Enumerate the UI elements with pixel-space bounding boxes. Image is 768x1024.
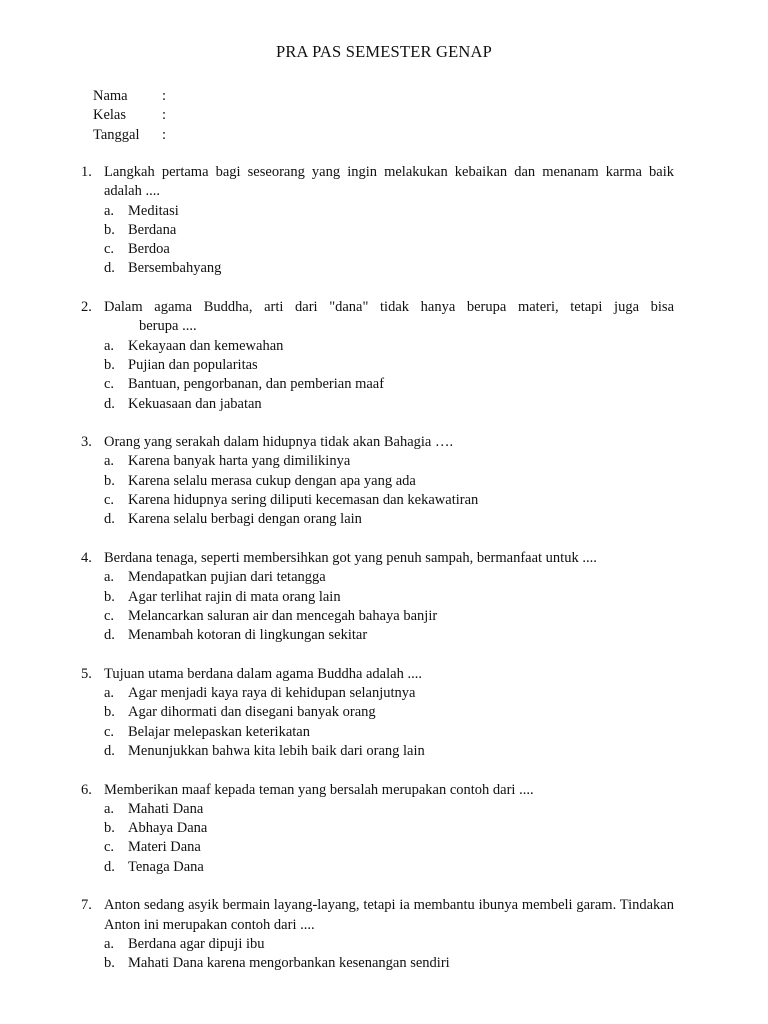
option-letter: d.: [104, 627, 115, 644]
option-b: [81, 356, 674, 375]
option-text: Agar terlihat rajin di mata orang lain: [128, 588, 341, 605]
option-text: Karena selalu merasa cukup dengan apa yang ada: [128, 472, 416, 489]
option-text: Menunjukkan bahwa kita lebih baik dari orang lain: [128, 742, 425, 759]
option-letter: a.: [104, 337, 115, 354]
option-text: Kekuasaan dan jabatan: [128, 395, 262, 412]
option-d: [81, 626, 674, 645]
option-letter: d.: [104, 395, 115, 412]
identity-label: Tanggal: [93, 126, 140, 143]
option-text: Bersembahyang: [128, 260, 222, 277]
option-letter: a.: [104, 569, 115, 586]
option-letter: d.: [104, 742, 115, 759]
option-a: [81, 452, 674, 471]
question-5: [81, 665, 674, 761]
option-text: Belajar melepaskan keterikatan: [128, 723, 310, 740]
option-text: Mahati Dana: [128, 800, 204, 817]
option-d: [81, 259, 674, 278]
question-text: Langkah pertama bagi seseorang yang ingin melakukan kebaikan dan menanam karma baik adalah ....: [104, 164, 674, 200]
option-letter: c.: [104, 376, 115, 393]
option-a: [81, 800, 674, 819]
option-text: Abhaya Dana: [128, 820, 208, 837]
option-b: [81, 703, 674, 722]
option-letter: a.: [104, 453, 115, 470]
identity-colon: :: [162, 88, 167, 104]
question-text: Berdana tenaga, seperti membersihkan got yang penuh sampah, bermanfaat untuk ....: [104, 549, 597, 566]
question-number: 6.: [81, 781, 92, 798]
option-letter: b.: [104, 955, 115, 972]
option-letter: a.: [104, 685, 115, 702]
question-text: Dalam agama Buddha, arti dari "dana" tidak hanya berupa materi, tetapi juga bisa: [104, 299, 674, 316]
identity-colon: :: [162, 126, 167, 143]
question-text: Tujuan utama berdana dalam agama Buddha adalah ....: [104, 665, 422, 682]
option-letter: a.: [104, 202, 115, 219]
option-a: [81, 202, 674, 221]
option-letter: d.: [104, 511, 115, 528]
option-letter: b.: [104, 588, 115, 605]
identity-row-tanggal: [93, 126, 174, 145]
question-text: Anton sedang asyik bermain layang-layang, tetapi ia membantu ibunya membeli garam. Tindakan Anton ini merupakan contoh dari ....: [104, 897, 674, 933]
option-letter: c.: [104, 492, 115, 509]
option-letter: b.: [104, 472, 115, 489]
option-letter: a.: [104, 935, 115, 952]
question-number: 1.: [81, 164, 92, 180]
option-a: [81, 684, 674, 703]
option-c: [81, 491, 674, 510]
student-identity-block: [93, 87, 174, 145]
option-d: [81, 742, 674, 761]
option-text: Bantuan, pengorbanan, dan pemberian maaf: [128, 376, 385, 393]
option-letter: c.: [104, 839, 115, 856]
option-letter: b.: [104, 221, 115, 238]
option-text: Mendapatkan pujian dari tetangga: [128, 569, 326, 586]
identity-label: Kelas: [93, 107, 127, 124]
option-text: Materi Dana: [128, 839, 201, 856]
option-text: Melancarkan saluran air dan mencegah bahaya banjir: [128, 607, 438, 624]
question-number: 5.: [81, 665, 92, 682]
question-text-continuation: berupa ....: [139, 318, 197, 335]
option-text: Agar menjadi kaya raya di kehidupan selanjutnya: [128, 685, 416, 702]
question-7: [81, 896, 674, 973]
identity-label: Nama: [93, 88, 128, 104]
question-text: Memberikan maaf kepada teman yang bersalah merupakan contoh dari ....: [104, 781, 534, 798]
option-text: Karena banyak harta yang dimilikinya: [128, 453, 351, 470]
option-b: [81, 819, 674, 838]
option-b: [81, 472, 674, 491]
option-letter: c.: [104, 723, 115, 740]
option-letter: b.: [104, 356, 115, 373]
option-text: Berdoa: [128, 241, 170, 258]
identity-row-nama: [93, 87, 174, 106]
question-2: [81, 298, 674, 414]
option-b: [81, 588, 674, 607]
option-text: Menambah kotoran di lingkungan sekitar: [128, 627, 368, 644]
option-text: Mahati Dana karena mengorbankan kesenangan sendiri: [128, 955, 450, 972]
question-4: [81, 549, 674, 645]
option-text: Meditasi: [128, 202, 179, 219]
option-letter: c.: [104, 241, 115, 258]
option-text: Pujian dan popularitas: [128, 356, 258, 373]
option-letter: d.: [104, 858, 115, 875]
option-d: [81, 510, 674, 529]
option-text: Agar dihormati dan disegani banyak orang: [128, 704, 376, 721]
question-number: 2.: [81, 299, 92, 316]
option-c: [81, 838, 674, 857]
question-6: [81, 781, 674, 877]
question-number: 7.: [81, 897, 92, 914]
option-text: Karena hidupnya sering diliputi kecemasan dan kekawatiran: [128, 492, 479, 509]
option-c: [81, 723, 674, 742]
question-number: 3.: [81, 434, 92, 451]
option-b: [81, 221, 674, 240]
option-d: [81, 858, 674, 877]
option-text: Kekayaan dan kemewahan: [128, 337, 284, 354]
option-letter: b.: [104, 704, 115, 721]
option-c: [81, 607, 674, 626]
question-list: [81, 163, 674, 993]
option-a: [81, 568, 674, 587]
option-letter: a.: [104, 800, 115, 817]
page-title: PRA PAS SEMESTER GENAP: [275, 42, 493, 61]
option-b: [81, 954, 674, 973]
question-3: [81, 433, 674, 529]
option-c: [81, 375, 674, 394]
question-text: Orang yang serakah dalam hidupnya tidak akan Bahagia ….: [104, 434, 454, 451]
option-d: [81, 395, 674, 414]
question-1: [81, 163, 674, 279]
question-number: 4.: [81, 549, 92, 566]
identity-row-kelas: [93, 106, 174, 125]
option-letter: b.: [104, 820, 115, 837]
option-a: [81, 337, 674, 356]
option-letter: d.: [104, 260, 115, 277]
option-letter: c.: [104, 607, 115, 624]
option-text: Berdana agar dipuji ibu: [128, 935, 265, 952]
option-a: [81, 935, 674, 954]
option-text: Tenaga Dana: [128, 858, 204, 875]
option-c: [81, 240, 674, 259]
identity-colon: :: [162, 107, 167, 124]
option-text: Berdana: [128, 221, 177, 238]
option-text: Karena selalu berbagi dengan orang lain: [128, 511, 362, 528]
